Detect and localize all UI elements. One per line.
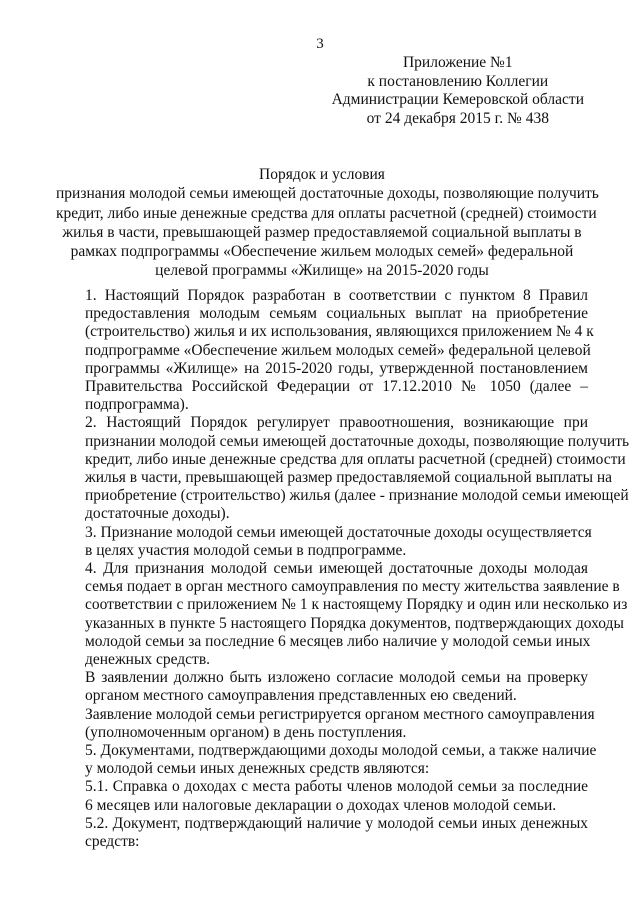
- paragraph-line: указанных в пункте 5 настоящего Порядка документов, подтверждающих доходы: [85, 614, 624, 632]
- paragraph-line: органом местного самоуправления представленных ею сведений.: [85, 687, 517, 705]
- paragraph-line: денежных средств.: [85, 651, 211, 669]
- paragraph-line: В заявлении должно быть изложено согласие молодой семьи на проверку: [85, 669, 588, 687]
- paragraph-line: 4. Для признания молодой семьи имеющей достаточные доходы молодая: [85, 560, 588, 578]
- paragraph-line: программы «Жилище» на 2015-2020 годы, утвержденной постановлением: [85, 359, 588, 377]
- paragraph: [56, 414, 630, 523]
- title-line: жилья в части, превышающей размер предоставляемой социальной выплаты в: [62, 223, 582, 241]
- paragraph: [56, 560, 628, 669]
- title-line: признания молодой семьи имеющей достаточные доходы, позволяющие получить: [56, 185, 599, 203]
- paragraph-line: 5.2. Документ, подтверждающий наличие у молодой семьи иных денежных: [85, 814, 588, 832]
- paragraph-line: жилья в части, превышающей размер предоставляемой социальной выплаты на: [85, 469, 613, 487]
- paragraph-line: приобретение (строительство) жилья (далее - признание молодой семьи имеющей: [85, 487, 629, 505]
- paragraph-line: средств:: [85, 833, 140, 851]
- paragraph: [56, 669, 588, 705]
- paragraph-line: у молодой семьи иных денежных средств являются:: [85, 760, 430, 778]
- paragraph-line: достаточные доходы).: [85, 505, 230, 523]
- appendix-line: Администрации Кемеровской области: [331, 91, 584, 108]
- title-line: кредит, либо иные денежные средства для оплаты расчетной (средней) стоимости: [56, 204, 597, 222]
- paragraph-line: (строительство) жилья и их использования, являющихся приложением № 4 к: [85, 323, 594, 341]
- document-body: [56, 287, 630, 851]
- paragraph: [56, 742, 597, 778]
- paragraph: [56, 287, 594, 414]
- paragraph: [56, 523, 592, 560]
- document-title: [56, 165, 599, 281]
- appendix-line: от 24 декабря 2015 г. № 438: [366, 109, 549, 127]
- page-number: 3: [316, 36, 324, 52]
- paragraph-line: кредит, либо иные денежные средства для оплаты расчетной (средней) стоимости: [85, 450, 626, 468]
- paragraph-line: соответствии с приложением № 1 к настоящему Порядку и один или несколько из: [85, 596, 628, 614]
- title-line: целевой программы «Жилище» на 2015-2020 годы: [155, 262, 489, 280]
- appendix-header: [332, 54, 584, 128]
- paragraph-line: 1. Настоящий Порядок разработан в соответствии с пунктом 8 Правил: [85, 287, 588, 304]
- paragraph-line: в целях участия молодой семьи в подпрограмме.: [85, 541, 407, 559]
- paragraph-line: семья подает в орган местного самоуправления по месту жительства заявление в: [85, 578, 620, 596]
- paragraph-line: Заявление молодой семьи регистрируется органом местного самоуправления: [85, 705, 595, 723]
- paragraph-line: 5. Документами, подтверждающими доходы молодой семьи, а также наличие: [85, 742, 597, 760]
- paragraph-line: подпрограмме «Обеспечение жильем молодых семей» федеральной целевой: [85, 341, 591, 359]
- paragraph-line: Правительства Российской Федерации от 17.12.2010 № 1050 (далее –: [85, 378, 588, 396]
- paragraph-line: предоставления молодым семьям социальных выплат на приобретение: [85, 305, 588, 323]
- appendix-line: к постановлению Коллегии: [367, 72, 549, 90]
- paragraph-line: подпрограмма).: [85, 396, 189, 414]
- paragraph-line: молодой семьи за последние 6 месяцев либо наличие у молодой семьи иных: [85, 632, 591, 650]
- paragraph-line: 2. Настоящий Порядок регулирует правоотношения, возникающие при: [85, 414, 588, 432]
- paragraph-line: 5.1. Справка о доходах с места работы членов молодой семьи за последние: [85, 778, 588, 796]
- paragraph-line: (уполномоченным органом) в день поступления.: [85, 723, 407, 741]
- paragraph-line: 3. Признание молодой семьи имеющей достаточные доходы осуществляется: [85, 523, 592, 541]
- title-line: рамках подпрограммы «Обеспечение жильем молодых семей» федеральной: [70, 243, 574, 261]
- paragraph: [56, 705, 595, 742]
- paragraph-line: 6 месяцев или налоговые декларации о доходах членов молодой семьи.: [85, 796, 557, 814]
- paragraph: [56, 815, 588, 851]
- paragraph-line: признании молодой семьи имеющей достаточные доходы, позволяющие получить: [85, 432, 630, 450]
- paragraph: [56, 778, 588, 814]
- title-line: Порядок и условия: [259, 166, 385, 183]
- appendix-line: Приложение №1: [402, 54, 513, 71]
